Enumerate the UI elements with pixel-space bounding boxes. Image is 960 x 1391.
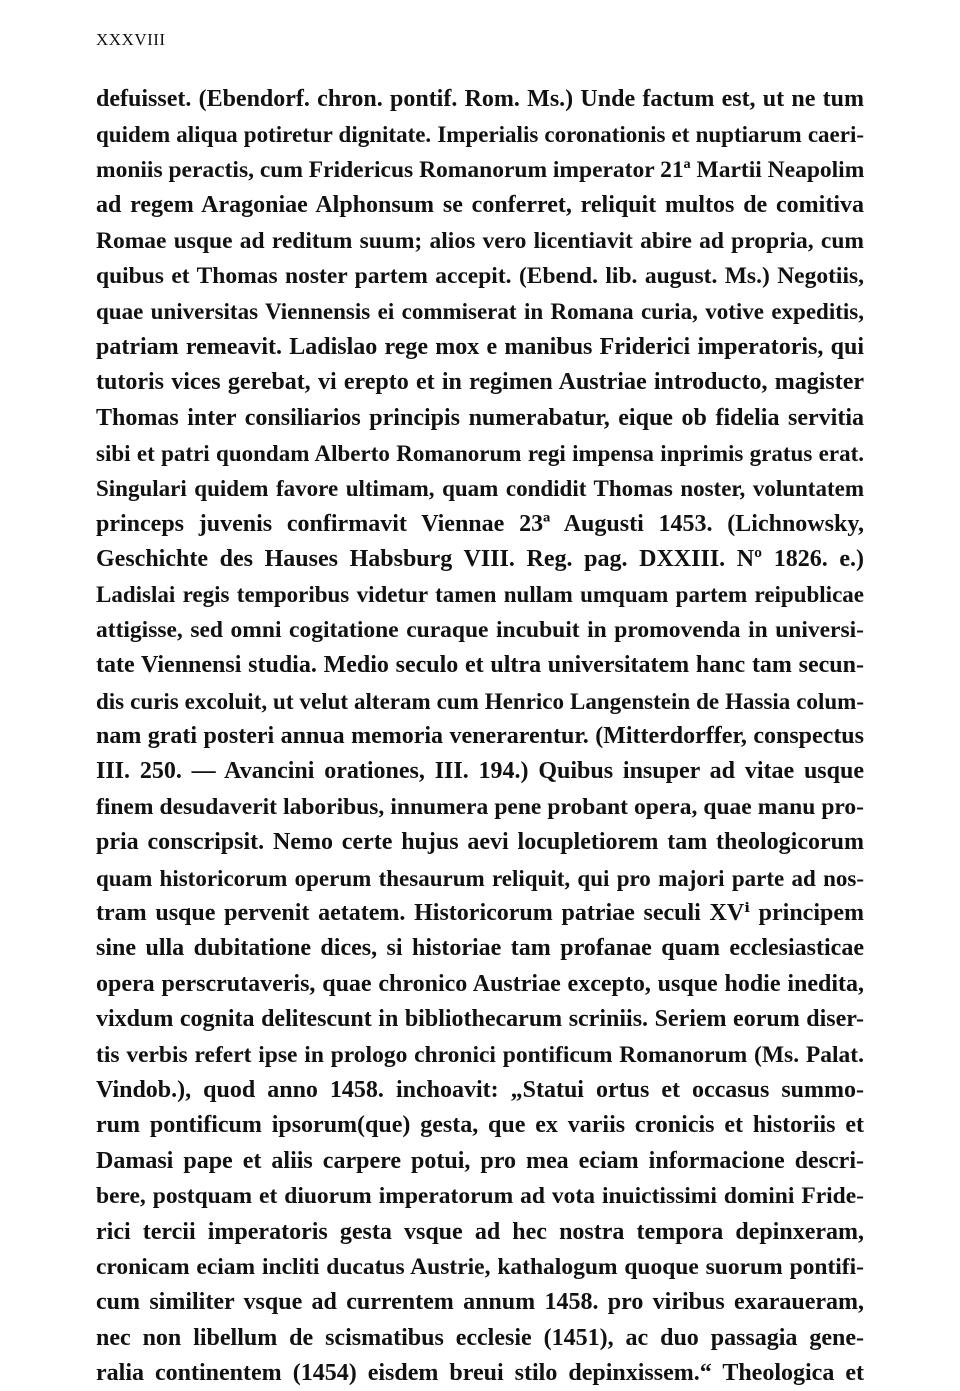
text-line: tis verbis refert ipse in prologo chronici pontificum Romanorum (Ms. Palat. [96, 1041, 864, 1068]
text-line: tutoris vices gerebat, vi erepto et in regimen Austriae introducto, magister [96, 369, 864, 396]
text-line: Damasi pape et aliis carpere potui, pro mea eciam informacione descri- [96, 1147, 864, 1174]
page-number: XXXVIII [96, 30, 166, 49]
text-line: pria conscripsit. Nemo certe hujus aevi locupletiorem tam theologicorum [96, 829, 864, 856]
text-line: sibi et patri quondam Alberto Romanorum regi impensa inprimis gratus erat. [96, 440, 864, 466]
text-line: Thomas inter consiliarios principis numerabatur, eique ob fidelia servitia [96, 404, 864, 431]
text-line: cronicam eciam incliti ducatus Austrie, kathalogum quoque suorum pontifi- [96, 1253, 864, 1280]
body-text [96, 82, 864, 1391]
text-line: ad regem Aragoniae Alphonsum se conferret, reliquit multos de comitiva [96, 192, 864, 219]
text-line: Vindob.), quod anno 1458. inchoavit: „Statui ortus et occasus summo- [96, 1076, 864, 1103]
text-line: sine ulla dubitatione dices, si historiae tam profanae quam ecclesiasticae [96, 935, 864, 962]
text-line: bere, postquam et diuorum imperatorum ad vota inuictissimi domini Fride- [96, 1183, 864, 1210]
text-line: moniis peractis, cum Fridericus Romanorum imperator 21ª Martii Neapolim [96, 156, 864, 183]
text-line: quam historicorum operum thesaurum reliquit, qui pro majori parte ad nos- [96, 865, 864, 891]
text-line: tram usque pervenit aetatem. Historicorum patriae seculi XVⁱ principem [96, 899, 864, 926]
text-line: Romae usque ad reditum suum; alios vero licentiavit abire ad propria, cum [96, 227, 864, 254]
text-line: patriam remeavit. Ladislao rege mox e manibus Friderici imperatoris, qui [96, 333, 864, 360]
text-line: opera perscrutaveris, quae chronico Austriae excepto, usque hodie inedita, [96, 970, 864, 997]
text-line: finem desudaverit laboribus, innumera pene probant opera, quae manu pro- [96, 793, 864, 820]
text-line: rum pontificum ipsorum(que) gesta, que ex variis cronicis et historiis et [96, 1112, 864, 1139]
text-line: quibus et Thomas noster partem accepit. (Ebend. lib. august. Ms.) Negotiis, [96, 262, 864, 289]
text-line: dis curis excoluit, ut velut alteram cum Henrico Langenstein de Hassia colum- [96, 688, 864, 714]
text-line: nam grati posteri annua memoria venerarentur. (Mitterdorffer, conspectus [96, 723, 864, 750]
text-line: attigisse, sed omni cogitatione curaque incubuit in promovenda in universi- [96, 616, 864, 643]
text-line: defuisset. (Ebendorf. chron. pontif. Rom. Ms.) Unde factum est, ut ne tum [96, 86, 864, 112]
text-line: vixdum cognita delitescunt in bibliothecarum scriniis. Seriem eorum diser- [96, 1006, 864, 1033]
text-line: Geschichte des Hauses Habsburg VIII. Reg. pag. DXXIII. Nº 1826. e.) [96, 546, 864, 573]
text-line: cum similiter vsque ad currentem annum 1458. pro viribus exaraueram, [96, 1289, 864, 1316]
text-line: nec non libellum de scismatibus ecclesie (1451), ac duo passagia gene- [96, 1324, 864, 1351]
text-line: tate Viennensi studia. Medio seculo et ultra universitatem hanc tam secun- [96, 652, 864, 679]
text-line: Singulari quidem favore ultimam, quam condidit Thomas noster, voluntatem [96, 476, 864, 502]
text-line: princeps juvenis confirmavit Viennae 23ª Augusti 1453. (Lichnowsky, [96, 510, 864, 537]
text-line: III. 250. — Avancini orationes, III. 194.) Quibus insuper ad vitae usque [96, 758, 864, 785]
text-line: quae universitas Viennensis ei commiserat in Romana curia, votive expeditis, [96, 299, 864, 325]
text-line: rici tercii imperatoris gesta vsque ad hec nostra tempora depinxeram, [96, 1218, 864, 1245]
text-line: quidem aliqua potiretur dignitate. Imperialis coronationis et nuptiarum caeri- [96, 122, 864, 148]
text-line: ralia continentem (1454) eisdem breui stilo depinxissem.“ Theologica et [96, 1360, 864, 1387]
text-line: Ladislai regis temporibus videtur tamen nullam umquam partem reipublicae [96, 582, 864, 608]
